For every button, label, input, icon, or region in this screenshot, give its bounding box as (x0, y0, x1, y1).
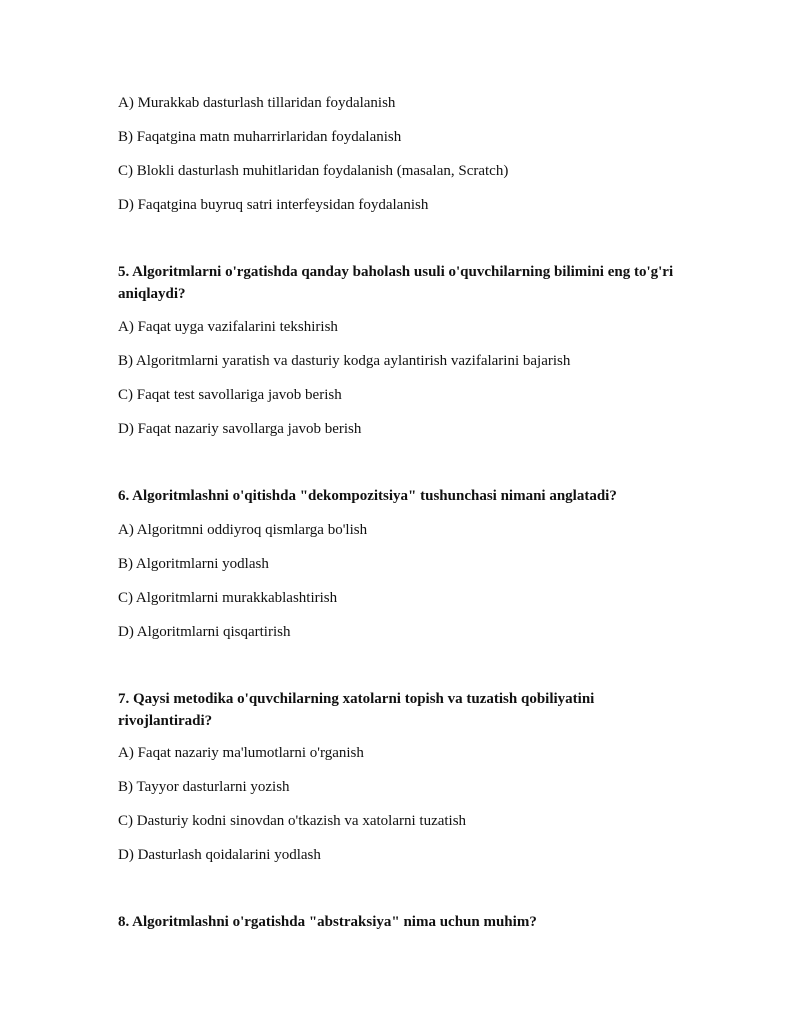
q4-option-d: D) Faqatgina buyruq satri interfeysidan foydalanish (118, 197, 429, 213)
q4-option-b: B) Faqatgina matn muharrirlaridan foydalanish (118, 129, 402, 145)
q7-option-a: A) Faqat nazariy ma'lumotlarni o'rganish (118, 745, 364, 761)
q5-option-d: D) Faqat nazariy savollarga javob berish (118, 421, 362, 437)
q6-option-a: A) Algoritmni oddiyroq qismlarga bo'lish (118, 522, 368, 538)
q4-option-a: A) Murakkab dasturlash tillaridan foydalanish (118, 95, 396, 111)
q4-option-c: C) Blokli dasturlash muhitlaridan foydalanish (masalan, Scratch) (118, 163, 509, 179)
q6-option-c: C) Algoritmlarni murakkablashtirish (118, 590, 338, 606)
q8-question: 8. Algoritmlashni o'rgatishda "abstraksiya" nima uchun muhim? (118, 914, 537, 930)
q5-option-a: A) Faqat uyga vazifalarini tekshirish (118, 319, 338, 335)
q7-option-b: B) Tayyor dasturlarni yozish (118, 779, 290, 795)
q7-question: 7. Qaysi metodika o'quvchilarning xatolarni topish va tuzatish qobiliyatini rivojlantiradi? (118, 691, 595, 729)
q5-option-c: C) Faqat test savollariga javob berish (118, 387, 342, 403)
q6-option-b: B) Algoritmlarni yodlash (118, 556, 269, 572)
q5-question: 5. Algoritmlarni o'rgatishda qanday baholash usuli o'quvchilarning bilimini eng to'g'ri aniqlaydi? (118, 264, 674, 302)
q6-option-d: D) Algoritmlarni qisqartirish (118, 624, 291, 640)
q7-option-d: D) Dasturlash qoidalarini yodlash (118, 847, 321, 863)
q5-option-b: B) Algoritmlarni yaratish va dasturiy kodga aylantirish vazifalarini bajarish (118, 353, 571, 369)
q6-question: 6. Algoritmlashni o'qitishda "dekompozitsiya" tushunchasi nimani anglatadi? (118, 488, 617, 504)
q7-option-c: C) Dasturiy kodni sinovdan o'tkazish va xatolarni tuzatish (118, 813, 467, 829)
